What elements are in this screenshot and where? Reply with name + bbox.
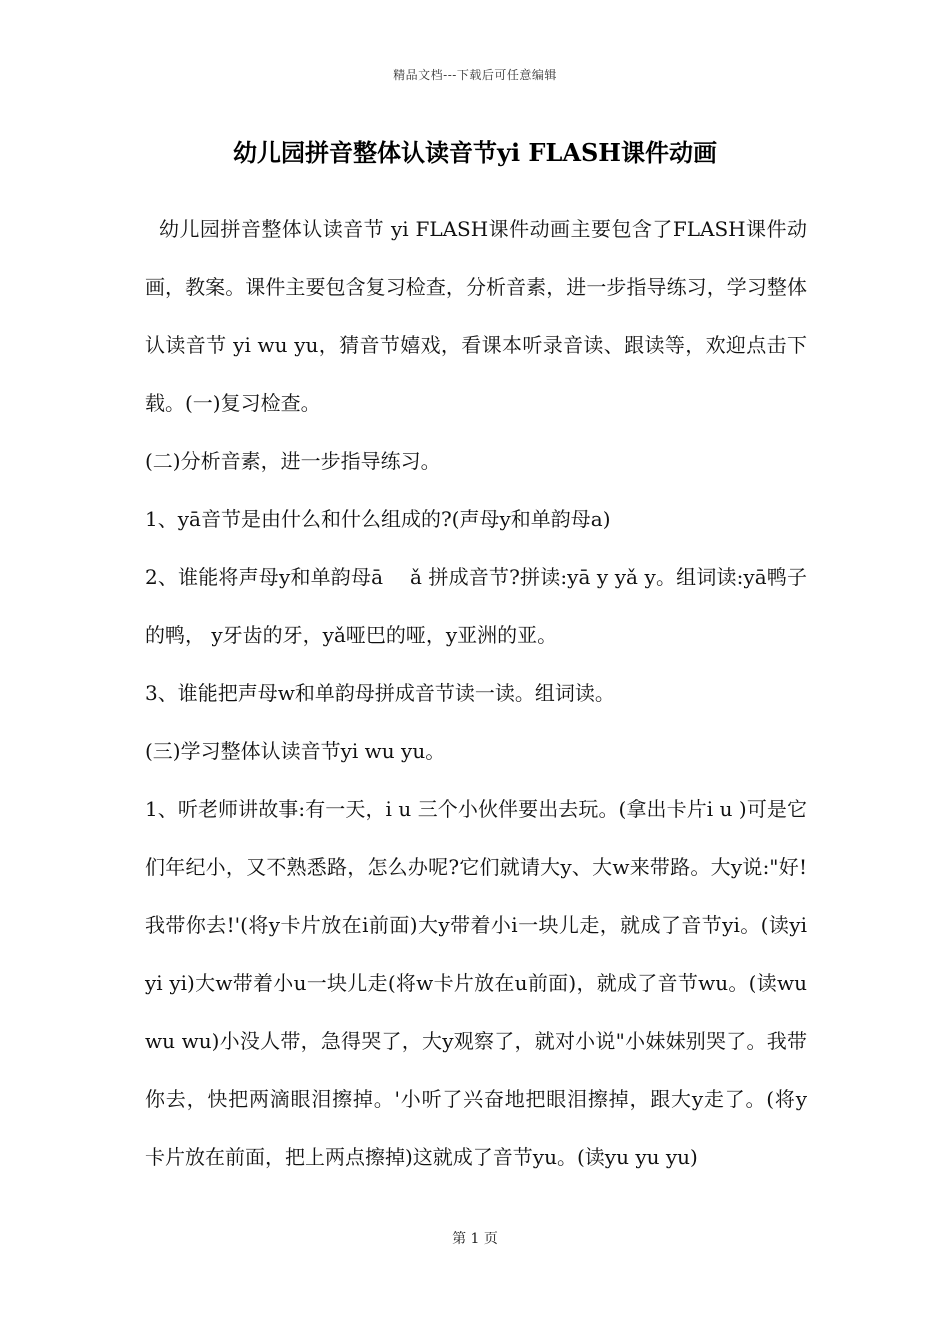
header-note: 精品文档---下载后可任意编辑	[393, 68, 557, 82]
paragraph-story: 1、听老师讲故事:有一天，i u 三个小伙伴要出去玩。(拿出卡片i u )可是它们年纪小，又不熟悉路，怎么办呢?它们就请大y、大w来带路。大y说:"好!我带你去!'(将y卡片放在i前面)大y带着小i一块儿走，就成了音节yi。(读yi yi yi)大w带着小u一块儿走(将w卡片放在u前面)，就成了音节wu。(读wu wu wu)小没人带，急得哭了，大y观察了，就对小说"小妹妹别哭了。我带你去，快把两滴眼泪擦掉。'小听了兴奋地把眼泪擦掉，跟大y走了。(将y 卡片放在前面，把上两点擦掉)这就成了音节yu。(读yu yu yu)	[145, 797, 807, 1169]
document-body	[145, 200, 807, 1186]
paragraph-item-3: 3、谁能把声母w和单韵母拼成音节读一读。组词读。	[145, 681, 615, 705]
paragraph-section-three: (三)学习整体认读音节yi wu yu。	[145, 739, 446, 763]
document-title: 幼儿园拼音整体认读音节yi FLASH课件动画	[233, 138, 717, 167]
paragraph-item-1: 1、yā音节是由什么和什么组成的?(声母y和单韵母a)	[145, 507, 611, 531]
paragraph-section-two: (二)分析音素，进一步指导练习。	[145, 449, 441, 473]
paragraph-item-2: 2、谁能将声母y和单韵母ā ǎ 拼成音节?拼读:yā y yǎ y。组词读:yā鸭子的鸭， y牙齿的牙，yǎ哑巴的哑，y亚洲的亚。	[145, 565, 807, 647]
paragraph-intro: 幼儿园拼音整体认读音节 yi FLASH课件动画主要包含了FLASH课件动画，教案。课件主要包含复习检查，分析音素，进一步指导练习，学习整体认读音节 yi wu yu，猜音节嬉戏，看课本听录音读、跟读等，欢迎点击下载。(一)复习检查。	[145, 217, 807, 415]
page-number: 第 1 页	[452, 1231, 498, 1247]
